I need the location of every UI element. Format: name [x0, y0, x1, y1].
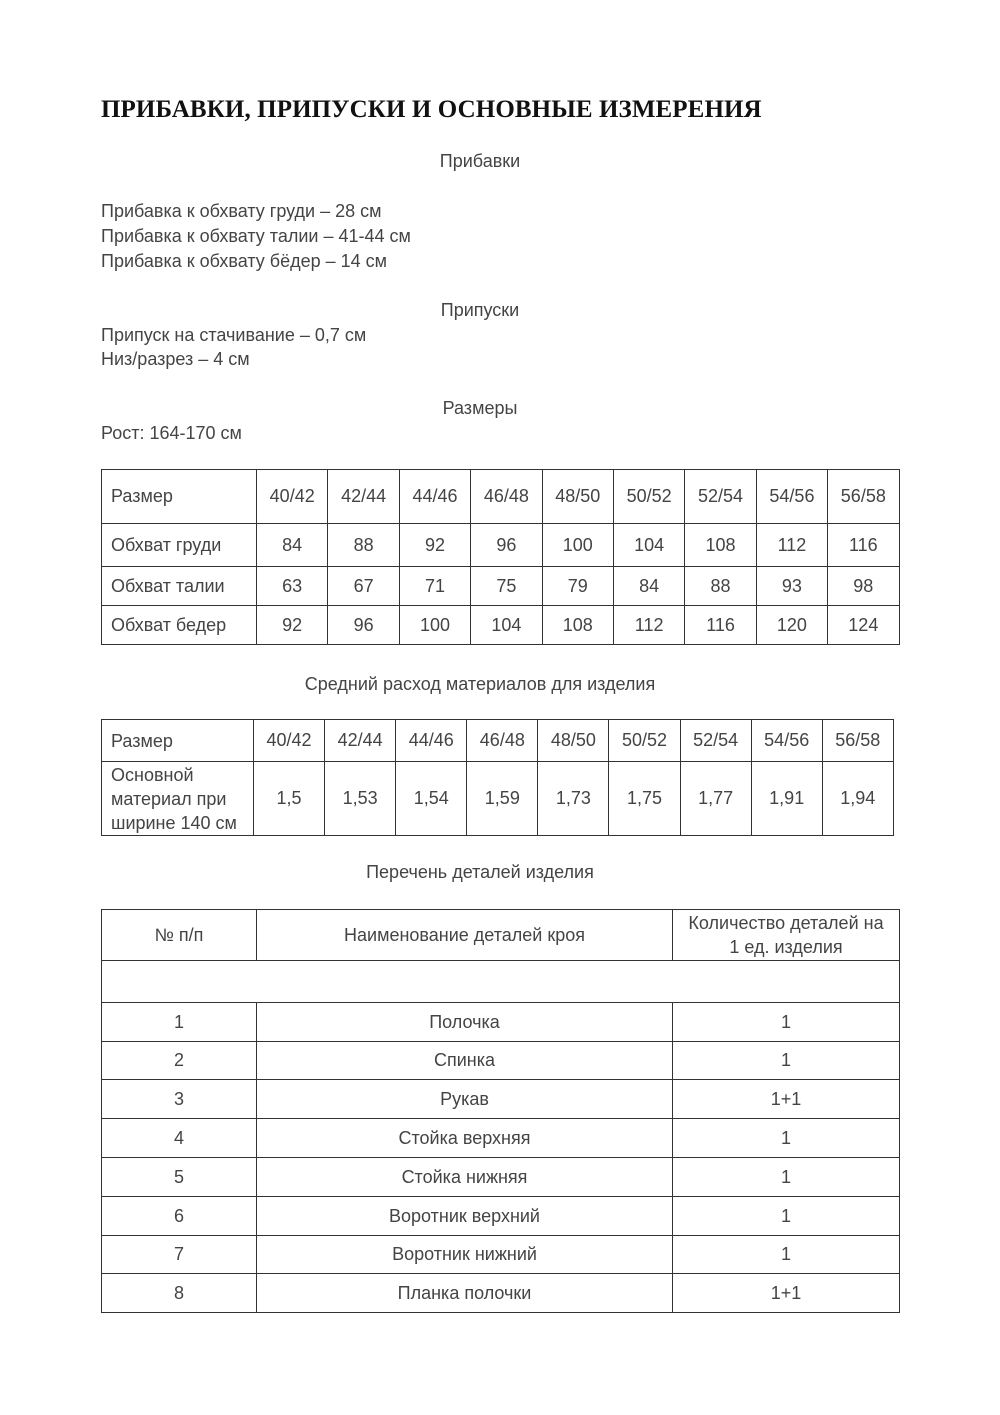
value-cell: 124 [828, 606, 899, 645]
num-cell: 4 [102, 1119, 257, 1158]
value-cell: 63 [257, 567, 328, 606]
value-cell: 88 [328, 524, 399, 567]
height-line: Рост: 164-170 см [101, 423, 242, 443]
name-cell: Стойка нижняя [257, 1158, 673, 1197]
value-cell: 75 [471, 567, 542, 606]
row-label-line: материал при [111, 788, 227, 809]
value-cell: 104 [613, 524, 684, 567]
sizes-table [101, 469, 900, 645]
name-cell: Рукав [257, 1080, 673, 1119]
size-header-cell: 54/56 [756, 470, 827, 524]
value-cell: 116 [685, 606, 756, 645]
table-row [102, 1080, 900, 1119]
value-cell: 1,53 [325, 762, 396, 836]
size-header-cell: 52/54 [685, 470, 756, 524]
allowance-line: Прибавка к обхвату бёдер – 14 см [101, 251, 388, 271]
num-cell: 7 [102, 1236, 257, 1274]
row-label-cell: Обхват груди [102, 524, 257, 567]
table-row [102, 1197, 900, 1236]
allowance-line: Прибавка к обхвату талии – 41-44 см [101, 226, 411, 246]
name-cell: Планка полочки [257, 1274, 673, 1313]
table-row [102, 606, 900, 645]
size-header-cell: 52/54 [680, 720, 751, 762]
name-header-cell: Наименование деталей кроя [257, 910, 673, 961]
value-cell: 84 [613, 567, 684, 606]
num-cell: 1 [102, 1003, 257, 1042]
value-cell: 1,91 [751, 762, 822, 836]
value-cell: 98 [828, 567, 899, 606]
table-row [102, 1158, 900, 1197]
value-cell: 93 [756, 567, 827, 606]
consumption-heading: Средний расход материалов для изделия [304, 674, 656, 694]
value-cell: 96 [471, 524, 542, 567]
name-cell: Полочка [257, 1003, 673, 1042]
empty-cell [102, 961, 900, 1003]
value-cell: 108 [542, 606, 613, 645]
value-cell: 108 [685, 524, 756, 567]
size-header-cell: 56/58 [822, 720, 893, 762]
qty-cell: 1 [673, 1236, 900, 1274]
value-cell: 1,77 [680, 762, 751, 836]
header-label-cell: Размер [102, 720, 254, 762]
row-label-cell: Обхват бедер [102, 606, 257, 645]
seam-line: Припуск на стачивание – 0,7 см [101, 325, 367, 345]
parts-table [101, 909, 900, 1313]
value-cell: 1,59 [467, 762, 538, 836]
qty-cell: 1+1 [673, 1274, 900, 1313]
table-header-row [102, 470, 900, 524]
size-header-cell: 42/44 [325, 720, 396, 762]
row-label-line: Основной [111, 764, 194, 785]
size-header-cell: 48/50 [542, 470, 613, 524]
table-row [102, 1003, 900, 1042]
qty-cell: 1 [673, 1119, 900, 1158]
value-cell: 96 [328, 606, 399, 645]
value-cell: 100 [542, 524, 613, 567]
value-cell: 88 [685, 567, 756, 606]
seams-heading: Припуски [440, 300, 520, 320]
value-cell: 1,54 [396, 762, 467, 836]
value-cell: 100 [399, 606, 470, 645]
name-cell: Спинка [257, 1042, 673, 1080]
name-cell: Воротник верхний [257, 1197, 673, 1236]
value-cell: 1,75 [609, 762, 680, 836]
size-header-cell: 48/50 [538, 720, 609, 762]
row-label-cell: Обхват талии [102, 567, 257, 606]
value-cell: 71 [399, 567, 470, 606]
table-row [102, 1119, 900, 1158]
size-header-cell: 44/46 [399, 470, 470, 524]
qty-cell: 1 [673, 1197, 900, 1236]
value-cell: 84 [257, 524, 328, 567]
table-row [102, 524, 900, 567]
sizes-heading: Размеры [442, 398, 518, 418]
value-cell: 67 [328, 567, 399, 606]
value-cell: 79 [542, 567, 613, 606]
name-cell: Стойка верхняя [257, 1119, 673, 1158]
size-header-cell: 42/44 [328, 470, 399, 524]
qty-cell: 1 [673, 1042, 900, 1080]
table-header-row [102, 720, 894, 762]
value-cell: 92 [257, 606, 328, 645]
qty-header-line: 1 ед. изделия [729, 937, 843, 957]
allowance-line: Прибавка к обхвату груди – 28 см [101, 201, 382, 221]
row-label-line: ширине 140 см [111, 812, 237, 833]
value-cell: 1,73 [538, 762, 609, 836]
value-cell: 1,94 [822, 762, 893, 836]
table-row [102, 1042, 900, 1080]
num-cell: 6 [102, 1197, 257, 1236]
value-cell: 112 [613, 606, 684, 645]
table-header-row [102, 910, 900, 961]
consumption-table [101, 719, 894, 836]
size-header-cell: 40/42 [254, 720, 325, 762]
row-label-cell [102, 762, 254, 836]
size-header-cell: 50/52 [609, 720, 680, 762]
num-cell: 5 [102, 1158, 257, 1197]
num-cell: 3 [102, 1080, 257, 1119]
seam-line: Низ/разрез – 4 см [101, 349, 250, 369]
size-header-cell: 50/52 [613, 470, 684, 524]
value-cell: 104 [471, 606, 542, 645]
qty-header-line: Количество деталей на [688, 913, 884, 933]
size-header-cell: 56/58 [828, 470, 899, 524]
table-row [102, 1274, 900, 1313]
value-cell: 120 [756, 606, 827, 645]
parts-heading: Перечень деталей изделия [366, 862, 594, 882]
num-cell: 8 [102, 1274, 257, 1313]
table-row [102, 567, 900, 606]
qty-header-cell [673, 910, 900, 961]
size-header-cell: 46/48 [467, 720, 538, 762]
qty-cell: 1 [673, 1158, 900, 1197]
allowances-heading: Прибавки [439, 151, 521, 171]
qty-cell: 1+1 [673, 1080, 900, 1119]
size-header-cell: 46/48 [471, 470, 542, 524]
size-header-cell: 40/42 [257, 470, 328, 524]
value-cell: 92 [399, 524, 470, 567]
value-cell: 116 [828, 524, 899, 567]
table-row [102, 762, 894, 836]
table-row [102, 1236, 900, 1274]
num-header-cell: № п/п [102, 910, 257, 961]
header-label-cell: Размер [102, 470, 257, 524]
empty-row [102, 961, 900, 1003]
value-cell: 112 [756, 524, 827, 567]
num-cell: 2 [102, 1042, 257, 1080]
page-title: ПРИБАВКИ, ПРИПУСКИ И ОСНОВНЫЕ ИЗМЕРЕНИЯ [101, 96, 762, 123]
name-cell: Воротник нижний [257, 1236, 673, 1274]
size-header-cell: 44/46 [396, 720, 467, 762]
value-cell: 1,5 [254, 762, 325, 836]
size-header-cell: 54/56 [751, 720, 822, 762]
qty-cell: 1 [673, 1003, 900, 1042]
